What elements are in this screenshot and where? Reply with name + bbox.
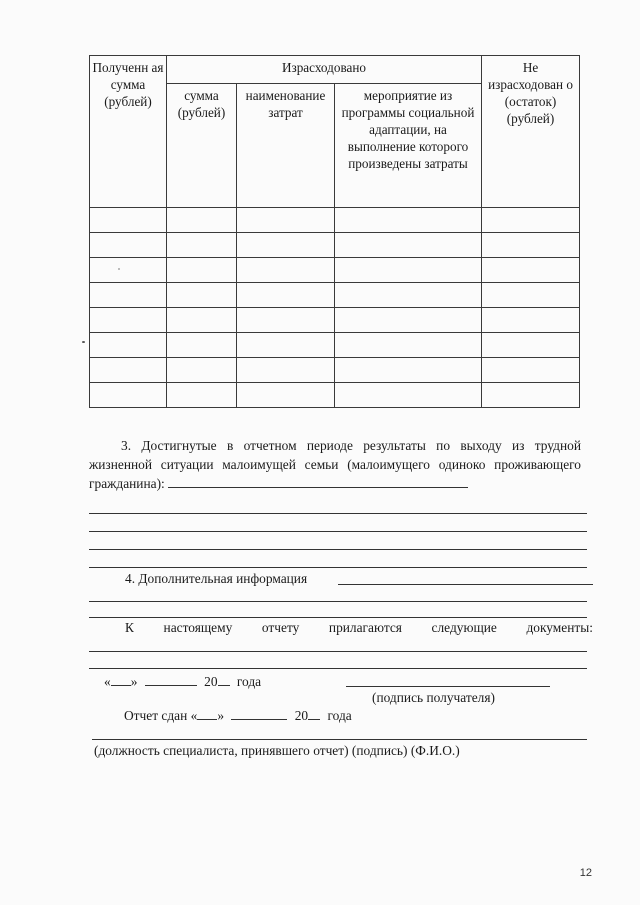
table-body <box>90 208 580 408</box>
month-field[interactable] <box>231 707 287 720</box>
table-cell[interactable] <box>237 383 335 408</box>
fill-line[interactable] <box>89 668 587 669</box>
table-cell[interactable] <box>90 383 167 408</box>
attachments-word: прилагаются <box>328 620 402 635</box>
table-cell[interactable] <box>482 258 580 283</box>
table-cell[interactable] <box>335 333 482 358</box>
table-cell[interactable] <box>167 258 237 283</box>
table-cell[interactable] <box>237 233 335 258</box>
attachments-word: настоящему <box>163 620 233 635</box>
table-cell[interactable] <box>167 358 237 383</box>
submitted-label: Отчет сдан « <box>124 708 198 723</box>
report-date-line <box>104 673 261 690</box>
table-row <box>90 333 580 358</box>
table-cell[interactable] <box>482 208 580 233</box>
table-cell[interactable] <box>335 258 482 283</box>
table-row <box>90 283 580 308</box>
year-field[interactable] <box>218 673 230 686</box>
fill-line[interactable] <box>89 549 587 550</box>
header-spent-group: Израсходовано <box>167 56 482 84</box>
table-cell[interactable] <box>90 233 167 258</box>
fill-line[interactable] <box>89 513 587 514</box>
month-field[interactable] <box>145 673 197 686</box>
fill-line[interactable] <box>168 475 468 488</box>
table-cell[interactable] <box>482 358 580 383</box>
expense-report-table <box>89 55 580 408</box>
table-cell[interactable] <box>90 333 167 358</box>
table-cell[interactable] <box>167 208 237 233</box>
table-cell[interactable] <box>90 358 167 383</box>
section-4-label: 4. Дополнительная информация <box>125 571 308 586</box>
table-cell[interactable] <box>335 383 482 408</box>
table-cell[interactable] <box>167 383 237 408</box>
table-cell[interactable] <box>335 283 482 308</box>
fill-line[interactable] <box>338 584 593 585</box>
attachments-word: К <box>125 620 134 635</box>
table-cell[interactable] <box>167 308 237 333</box>
page-number: 12 <box>579 867 592 879</box>
table-cell[interactable] <box>167 333 237 358</box>
year-field[interactable] <box>308 707 320 720</box>
submission-date-line <box>124 707 352 724</box>
table-cell[interactable] <box>482 333 580 358</box>
table-cell[interactable] <box>237 308 335 333</box>
quote-close: » <box>130 674 138 689</box>
table-cell[interactable] <box>90 208 167 233</box>
year-prefix: 20 <box>204 674 218 689</box>
fill-line[interactable] <box>89 531 587 532</box>
recipient-signature-caption: (подпись получателя) <box>372 690 495 705</box>
table-cell[interactable] <box>482 283 580 308</box>
scan-speck <box>118 268 120 270</box>
table-row <box>90 208 580 233</box>
table-row <box>90 233 580 258</box>
attachments-word: следующие <box>431 620 497 635</box>
table-cell[interactable] <box>90 308 167 333</box>
table-cell[interactable] <box>90 258 167 283</box>
day-field[interactable] <box>111 673 131 686</box>
quote-close: » <box>217 708 225 723</box>
table-cell[interactable] <box>237 283 335 308</box>
table-cell[interactable] <box>167 283 237 308</box>
table-cell[interactable] <box>335 358 482 383</box>
attachments-word: отчету <box>261 620 300 635</box>
table-row <box>90 383 580 408</box>
header-received-amount: Полученн ая сумма (рублей) <box>90 56 167 208</box>
fill-line[interactable] <box>89 617 587 618</box>
header-cost-name: наименование затрат <box>237 84 335 208</box>
attachments-word: документы: <box>526 620 593 635</box>
table-cell[interactable] <box>482 308 580 333</box>
specialist-signature-line[interactable] <box>92 739 587 740</box>
specialist-signature-caption: (должность специалиста, принявшего отчет) (подпись) (Ф.И.О.) <box>94 743 460 758</box>
table-row <box>90 358 580 383</box>
quote-open: « <box>104 674 111 689</box>
year-prefix: 20 <box>294 708 309 723</box>
header-unspent-remainder: Не израсходован о (остаток) (рублей) <box>482 56 580 208</box>
section-3-paragraph <box>89 436 581 493</box>
table-cell[interactable] <box>335 208 482 233</box>
year-suffix: года <box>327 708 352 723</box>
section-3-text: 3. Достигнутые в отчетном периоде результаты по выходу из трудной жизненной ситуации малоимущей семьи (малоимущего одиноко проживающего гражданина): <box>89 438 581 491</box>
table-cell[interactable] <box>167 233 237 258</box>
fill-line[interactable] <box>89 651 587 652</box>
table-cell[interactable] <box>335 308 482 333</box>
table-cell[interactable] <box>237 258 335 283</box>
table-cell[interactable] <box>335 233 482 258</box>
fill-line[interactable] <box>89 567 587 568</box>
header-spent-sum: сумма (рублей) <box>167 84 237 208</box>
scan-speck <box>82 341 85 343</box>
table-cell[interactable] <box>482 233 580 258</box>
recipient-signature-line[interactable] <box>346 686 550 687</box>
year-suffix: года <box>236 674 262 689</box>
table-cell[interactable] <box>482 383 580 408</box>
header-adaptation-event: мероприятие из программы социальной адаптации, на выполнение которого произведены затраты <box>335 84 482 208</box>
table-row <box>90 258 580 283</box>
table-row <box>90 308 580 333</box>
table-cell[interactable] <box>237 208 335 233</box>
table-cell[interactable] <box>237 358 335 383</box>
attachments-sentence <box>125 620 593 636</box>
fill-line[interactable] <box>89 601 587 602</box>
section-4-line <box>125 570 307 587</box>
table-cell[interactable] <box>237 333 335 358</box>
table-cell[interactable] <box>90 283 167 308</box>
day-field[interactable] <box>197 707 217 720</box>
